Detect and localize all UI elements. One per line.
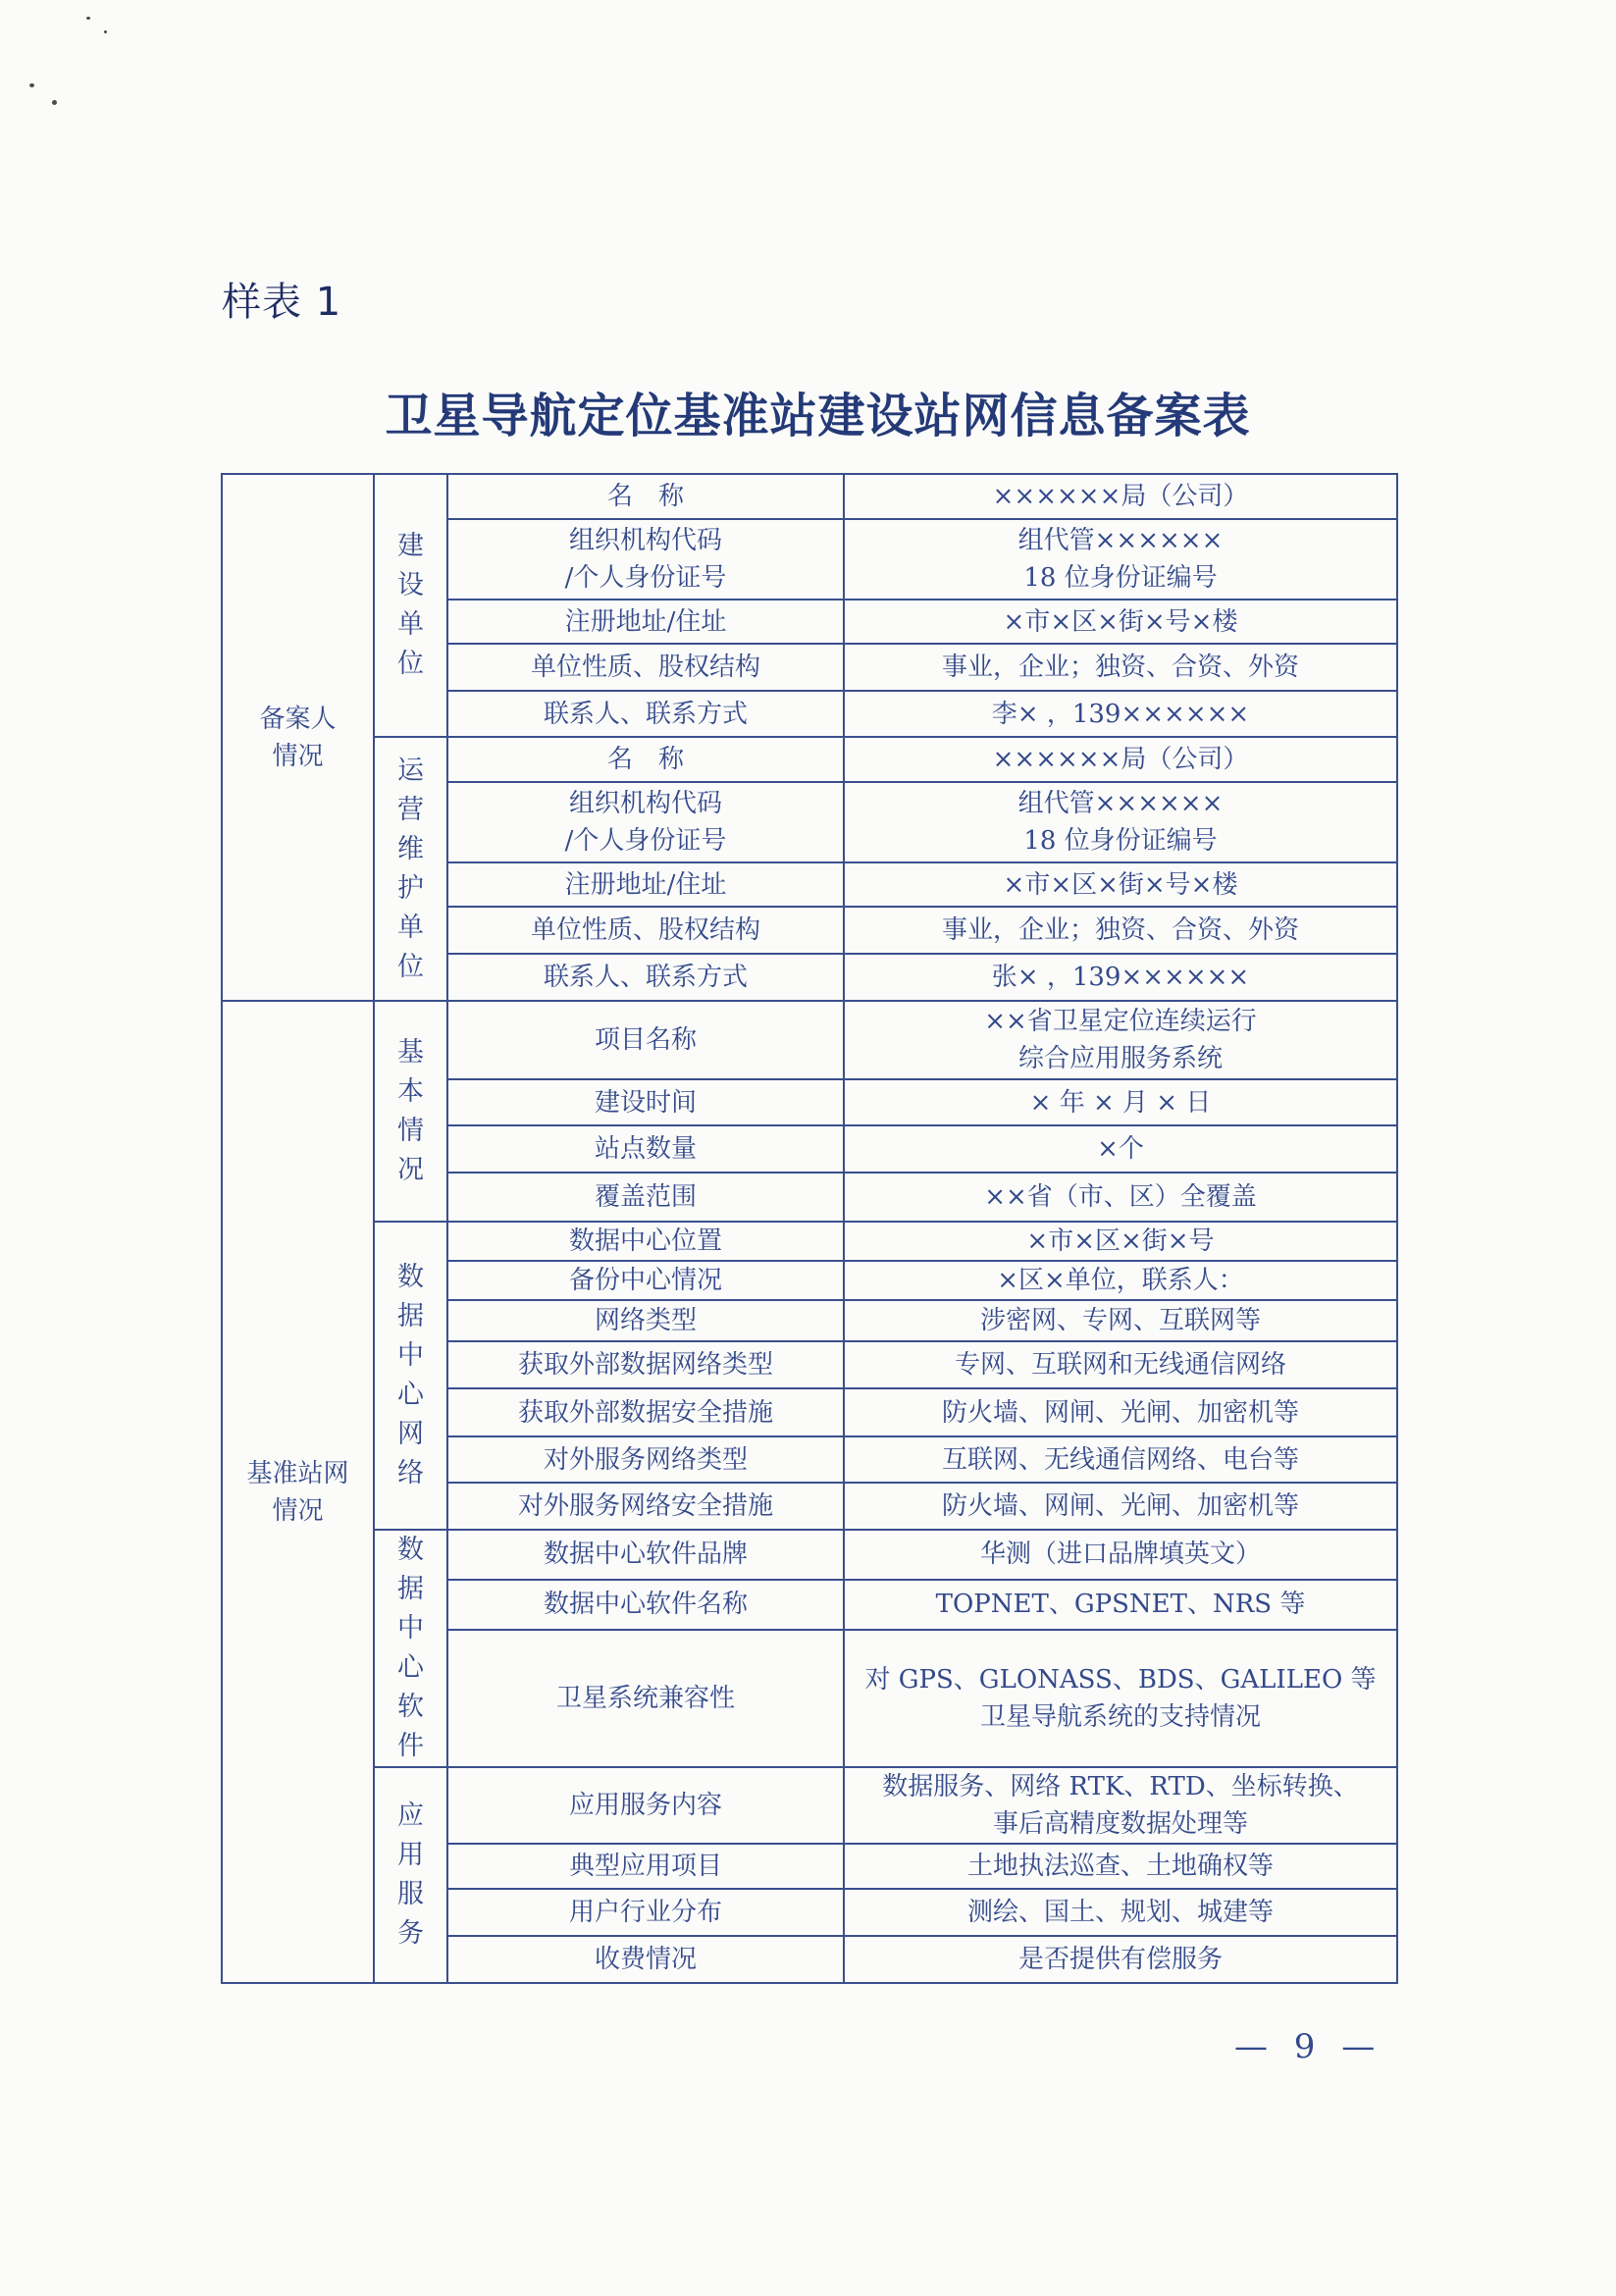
field-label: 典型应用项目: [447, 1844, 844, 1889]
field-label: 项目名称: [447, 1001, 844, 1079]
group-filer-info: 备案人 情况: [222, 474, 374, 1001]
field-value: 事业，企业；独资、合资、外资: [844, 907, 1397, 954]
field-label: 注册地址/住址: [447, 862, 844, 907]
field-label: 联系人、联系方式: [447, 691, 844, 737]
field-label: 覆盖范围: [447, 1173, 844, 1222]
field-label: 名 称: [447, 737, 844, 782]
scan-speck: [52, 100, 57, 105]
field-value: ×市×区×街×号×楼: [844, 862, 1397, 907]
field-value: 数据服务、网络 RTK、RTD、坐标转换、 事后高精度数据处理等: [844, 1767, 1397, 1844]
field-value: ×个: [844, 1125, 1397, 1173]
field-value: 互联网、无线通信网络、电台等: [844, 1436, 1397, 1483]
table-row: [222, 1530, 1397, 1580]
field-label: 卫星系统兼容性: [447, 1630, 844, 1767]
subgroup-application-services: 应 用 服 务: [374, 1767, 447, 1983]
scan-speck: [104, 30, 107, 33]
subgroup-construction-unit: 建 设 单 位: [374, 474, 447, 737]
group-station-network-info: 基准站网 情况: [222, 1001, 374, 1983]
field-value: ×市×区×街×号×楼: [844, 600, 1397, 644]
field-label: 对外服务网络类型: [447, 1436, 844, 1483]
field-value: 组代管×××××× 18 位身份证编号: [844, 782, 1397, 862]
field-value: 事业，企业；独资、合资、外资: [844, 644, 1397, 691]
field-label: 收费情况: [447, 1936, 844, 1983]
field-label: 注册地址/住址: [447, 600, 844, 644]
field-label: 对外服务网络安全措施: [447, 1483, 844, 1530]
subgroup-data-center-network: 数 据 中 心 网 络: [374, 1222, 447, 1530]
field-value: ××省（市、区）全覆盖: [844, 1173, 1397, 1222]
field-value: ×市×区×街×号: [844, 1222, 1397, 1261]
field-value: 李× ，139××××××: [844, 691, 1397, 737]
field-value: 土地执法巡查、土地确权等: [844, 1844, 1397, 1889]
field-label: 数据中心位置: [447, 1222, 844, 1261]
field-value: ××××××局（公司）: [844, 737, 1397, 782]
field-value: × 年 × 月 × 日: [844, 1079, 1397, 1125]
field-value: 华测（进口品牌填英文）: [844, 1530, 1397, 1580]
field-label: 联系人、联系方式: [447, 954, 844, 1001]
field-label: 单位性质、股权结构: [447, 644, 844, 691]
page-number: — 9 —: [1234, 2027, 1383, 2066]
field-label: 获取外部数据网络类型: [447, 1341, 844, 1388]
field-label: 网络类型: [447, 1300, 844, 1341]
field-label: 名 称: [447, 474, 844, 519]
field-value: 是否提供有偿服务: [844, 1936, 1397, 1983]
field-value: ×区×单位，联系人：: [844, 1261, 1397, 1300]
table-row: [222, 737, 1397, 782]
field-value: 防火墙、网闸、光闸、加密机等: [844, 1388, 1397, 1436]
document-title: 卫星导航定位基准站建设站网信息备案表: [385, 389, 1251, 444]
table-row: [222, 1001, 1397, 1079]
sample-label: 样表 1: [222, 280, 342, 325]
field-value: 张× ，139××××××: [844, 954, 1397, 1001]
field-label: 组织机构代码 /个人身份证号: [447, 519, 844, 600]
field-value: 涉密网、专网、互联网等: [844, 1300, 1397, 1341]
table-row: [222, 1767, 1397, 1844]
table-row: [222, 1222, 1397, 1261]
subgroup-basic-info: 基 本 情 况: [374, 1001, 447, 1222]
field-value: TOPNET、GPSNET、NRS 等: [844, 1580, 1397, 1631]
field-label: 应用服务内容: [447, 1767, 844, 1844]
scan-speck: [86, 17, 90, 20]
field-value: ××××××局（公司）: [844, 474, 1397, 519]
record-table: [221, 473, 1398, 1984]
table-row: [222, 474, 1397, 519]
field-label: 获取外部数据安全措施: [447, 1388, 844, 1436]
field-label: 建设时间: [447, 1079, 844, 1125]
field-value: 防火墙、网闸、光闸、加密机等: [844, 1483, 1397, 1530]
subgroup-operation-unit: 运 营 维 护 单 位: [374, 737, 447, 1001]
field-label: 组织机构代码 /个人身份证号: [447, 782, 844, 862]
scan-speck: [29, 83, 34, 87]
field-label: 数据中心软件名称: [447, 1580, 844, 1631]
subgroup-data-center-software: 数 据 中 心 软 件: [374, 1530, 447, 1767]
field-value: 组代管×××××× 18 位身份证编号: [844, 519, 1397, 600]
field-label: 站点数量: [447, 1125, 844, 1173]
field-label: 用户行业分布: [447, 1889, 844, 1936]
field-label: 备份中心情况: [447, 1261, 844, 1300]
field-value: ××省卫星定位连续运行 综合应用服务系统: [844, 1001, 1397, 1079]
field-label: 数据中心软件品牌: [447, 1530, 844, 1580]
field-value: 对 GPS、GLONASS、BDS、GALILEO 等 卫星导航系统的支持情况: [844, 1630, 1397, 1767]
field-value: 专网、互联网和无线通信网络: [844, 1341, 1397, 1388]
field-value: 测绘、国土、规划、城建等: [844, 1889, 1397, 1936]
field-label: 单位性质、股权结构: [447, 907, 844, 954]
